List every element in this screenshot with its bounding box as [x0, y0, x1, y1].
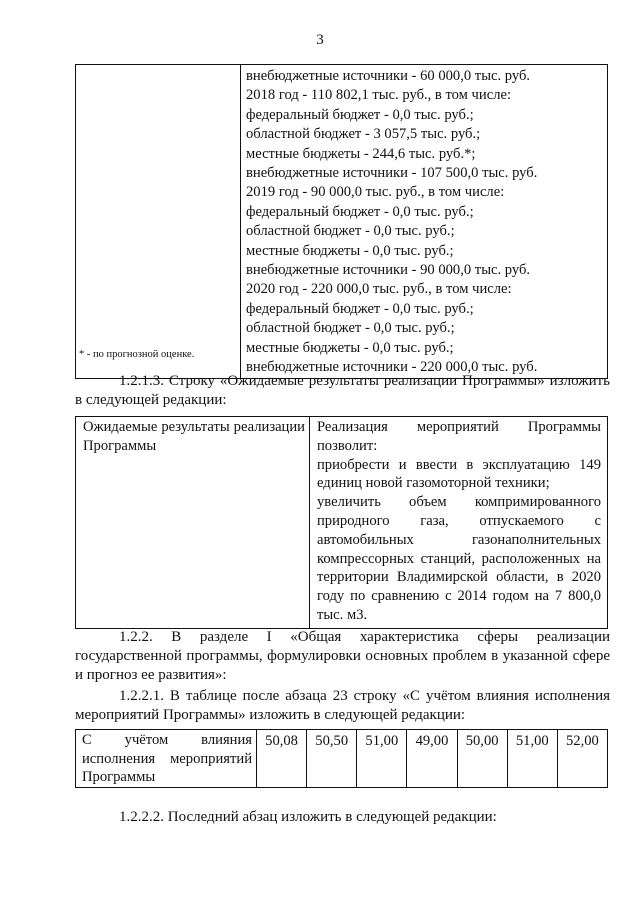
funding-line: местные бюджеты - 244,6 тыс. руб.*;: [246, 145, 476, 162]
results-row: [76, 417, 608, 629]
funding-line: федеральный бюджет - 0,0 тыс. руб.;: [246, 106, 474, 123]
results-line: Реализация мероприятий Программы позволит:: [317, 419, 601, 454]
funding-line: местные бюджеты - 0,0 тыс. руб.;: [246, 242, 454, 259]
funding-line: внебюджетные источники - 220 000,0 тыс. руб.: [246, 359, 538, 376]
funding-line: 2018 год - 110 802,1 тыс. руб., в том числе:: [246, 87, 512, 104]
influence-value-cell: 51,00: [357, 730, 407, 788]
funding-line: областной бюджет - 0,0 тыс. руб.;: [246, 223, 455, 240]
influence-value-cell: 50,08: [257, 730, 307, 788]
funding-table: [75, 64, 608, 379]
funding-line: внебюджетные источники - 60 000,0 тыс. руб.: [246, 68, 531, 84]
funding-line: 2019 год - 90 000,0 тыс. руб., в том числе:: [246, 184, 505, 201]
results-label-cell: Ожидаемые результаты реализации Программы: [76, 417, 310, 629]
funding-line: областной бюджет - 0,0 тыс. руб.;: [246, 320, 455, 337]
funding-label-cell: [76, 65, 241, 379]
influence-value-cell: 50,50: [307, 730, 357, 788]
influence-value-cell: 51,00: [507, 730, 557, 788]
results-table: [75, 416, 608, 629]
funding-line: местные бюджеты - 0,0 тыс. руб.;: [246, 339, 454, 356]
influence-table: [75, 729, 608, 788]
paragraph-1-2-1-3: 1.2.1.3. Строку «Ожидаемые результаты реализации Программы» изложить в следующей редакции:: [75, 373, 610, 408]
results-line: увеличить объем компримированного природного газа, отпускаемого с автомобильных газонаполнительных компрессорных станций, расположенных на территории Владимирской области, в 2020 году по сравнению с 2014 годом на 7 800,0 тыс. м3.: [317, 494, 601, 623]
influence-label-cell: С учётом влияния исполнения мероприятий Программы: [76, 730, 257, 788]
funding-text-cell: [241, 65, 608, 379]
funding-row: [76, 65, 608, 379]
funding-line: федеральный бюджет - 0,0 тыс. руб.;: [246, 300, 474, 317]
funding-line: внебюджетные источники - 107 500,0 тыс. руб.: [246, 165, 538, 182]
results-text-cell: [310, 417, 608, 629]
funding-line: 2020 год - 220 000,0 тыс. руб., в том числе:: [246, 281, 512, 298]
funding-line: областной бюджет - 3 057,5 тыс. руб.;: [246, 126, 481, 143]
funding-line: федеральный бюджет - 0,0 тыс. руб.;: [246, 203, 474, 220]
funding-line: внебюджетные источники - 90 000,0 тыс. руб.: [246, 262, 531, 279]
influence-row: [76, 730, 608, 788]
footnote: * - по прогнозной оценке.: [79, 349, 195, 360]
influence-value-cell: 50,00: [457, 730, 507, 788]
paragraph-1-2-2-2: 1.2.2.2. Последний абзац изложить в следующей редакции:: [119, 809, 497, 825]
influence-value-cell: 52,00: [557, 730, 607, 788]
paragraph-1-2-2-1: 1.2.2.1. В таблице после абзаца 23 строку «С учётом влияния исполнения мероприятий Программы» изложить в следующей редакции:: [75, 688, 610, 723]
page-number: 3: [316, 32, 324, 48]
results-line: приобрести и ввести в эксплуатацию 149 единиц новой газомоторной техники;: [317, 456, 601, 492]
paragraph-1-2-2: 1.2.2. В разделе I «Общая характеристика сферы реализации государственной программы, формулировки основных проблем в указанной сфере и прогноз ее развития»:: [75, 629, 610, 683]
influence-value-cell: 49,00: [407, 730, 457, 788]
